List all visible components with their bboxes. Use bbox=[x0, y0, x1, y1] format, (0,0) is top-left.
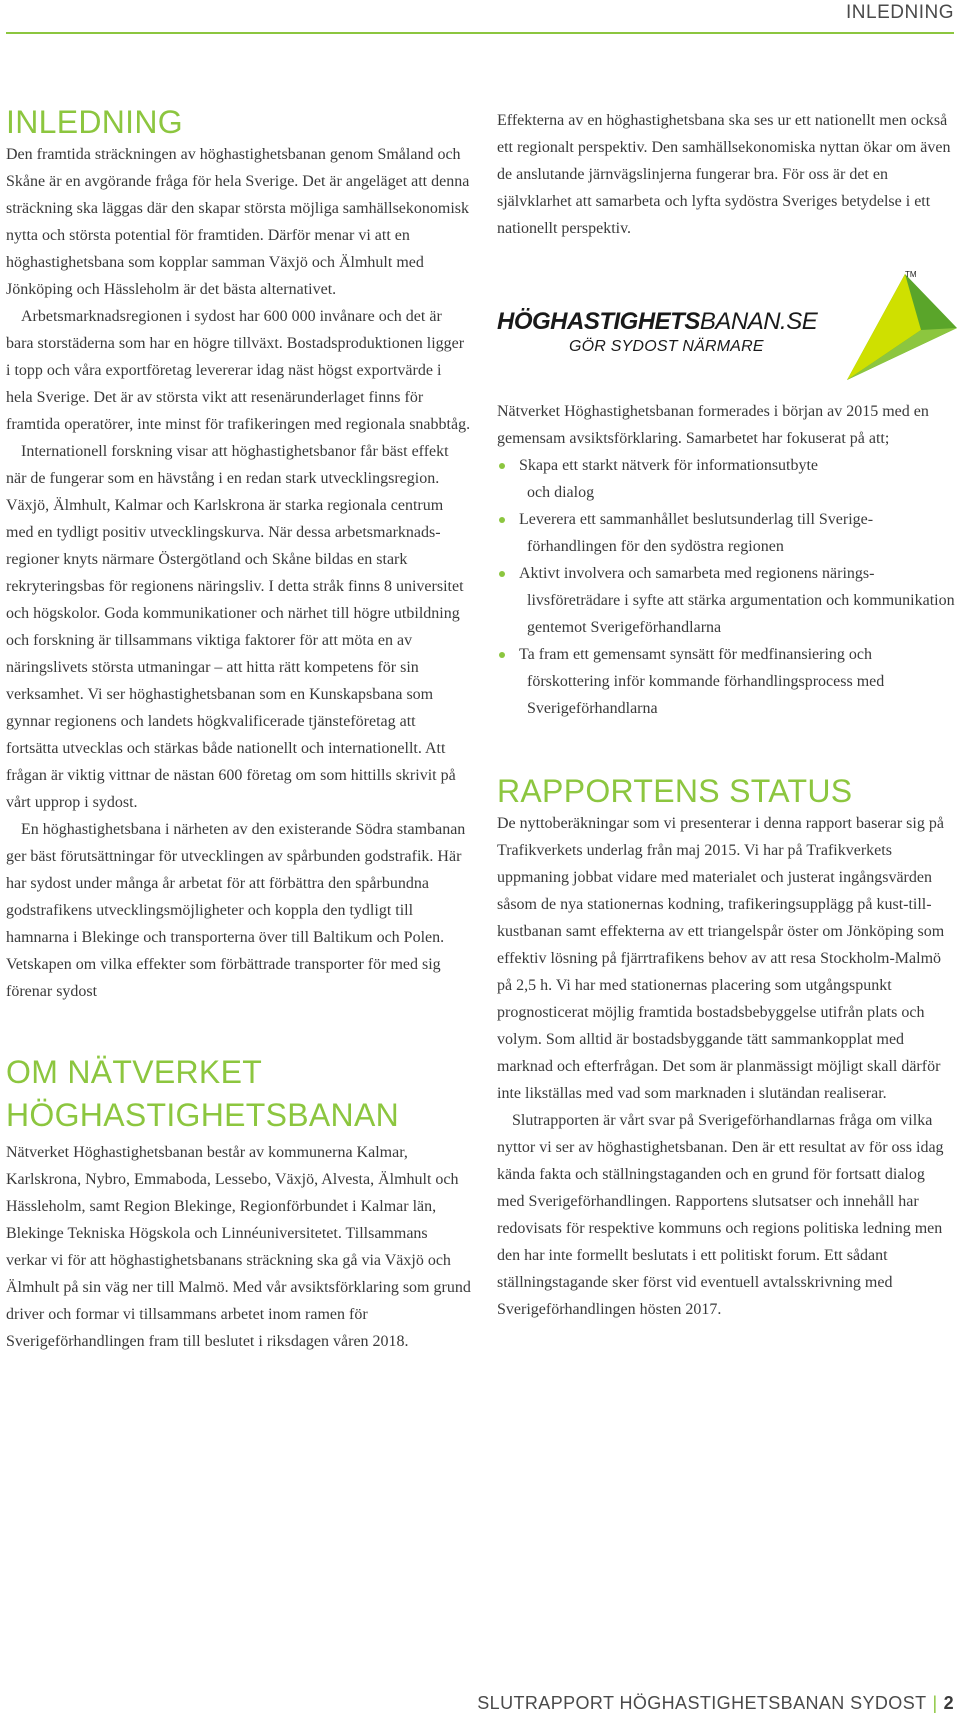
list-item bbox=[497, 560, 955, 641]
status-paragraph-1: De nyttoberäkningar som vi presenterar i denna rapport baserar sig på Trafikverkets underlag från maj 2015. Vi har på Trafikverkets uppmaning jobbat vidare med materialet och justerat ingångsvärden såsom de nya stationernas kodning, trafikeringsupplägg på kust-till-kustbanan samt effekterna av ett triangelspår öster om Jönköping som effektiv lösning på fjärrtrafikens behov av att resa Stockholm-Malmö på 2,5 h. Vi har med stationernas placering som utgångspunkt prognosticerat möjlig framtida bostadsbebyggelse utifrån plats och volym. Som alltid är bostadsbyggande tätt sammankopplat med marknad och efterfrågan. Det som är planmässigt möjligt skall därför inte likställas med vad som marknaden i slutändan realiserar. bbox=[497, 815, 945, 1102]
intro-paragraph-3: Internationell forskning visar att höghastighetsbanor får bäst effekt när de fungerar som en hävstång i en redan stark utvecklingsregion. Växjö, Älmhult, Kalmar och Karlskrona är starka regionala centrum med en tydligt positiv utvecklingskurva. När dessa arbetsmarknads-regioner knyts närmare Östergötland och Skåne bildas en stark rekryteringsbas för regionens näringsliv. I detta stråk finns 8 universitet och högskolor. Goda kommunikationer och närhet till högre utbildning och forskning är tillsammans viktiga faktorer för att möta en av näringslivets största utmaningar – att hitta rätt kompetens för sin verksamhet. Vi ser höghastighetsbanan som en Kunskapsbana som gynnar regionens och landets högkvalificerade tjänsteföretag att fortsätta utvecklas och stärkas både nationellt och internationellt. Att frågan är viktig vittnar de nästan 600 företag om som hittills skrivit på vårt upprop i sydost. bbox=[6, 443, 464, 811]
bullet-line: Ta fram ett gemensamt synsätt för medfinansiering och bbox=[519, 646, 872, 663]
bullet-continuation: förhandlingen för den sydöstra regionen bbox=[527, 538, 784, 555]
bullet-line: Leverera ett sammanhållet beslutsunderlag till Sverige- bbox=[519, 511, 874, 528]
bullet-continuation: och dialog bbox=[527, 484, 595, 501]
footer-separator: | bbox=[932, 1693, 938, 1713]
logo-word-bold: HÖGHASTIGHETS bbox=[497, 308, 700, 335]
running-header-title: INLEDNING bbox=[846, 2, 954, 23]
om-title-line-2: HÖGHASTIGHETSBANAN bbox=[6, 1097, 400, 1133]
status-paragraph-2: Slutrapporten är vårt svar på Sverigeförhandlarnas fråga om vilka nyttor vi ser av höghastighetsbanan. Den är ett resultat av för oss idag kända fakta och ställningstaganden och en grund för fortsatt dialog med Sverigeförhandlingen. Rapportens slutsatser och innehåll har redovisats för respektive kommuns och regions politiska ledning men den har inte formellt beslutats i ett politiskt forum. Ett sådant ställningstagande sker först vid eventuell avtalsskrivning med Sverigeförhandlingen hösten 2017. bbox=[497, 1112, 944, 1318]
bullet-continuation: livsföreträdare i syfte att stärka argumentation och kommunikation gentemot Sverigeförhandlarna bbox=[527, 592, 955, 636]
network-intro-paragraph: Nätverket Höghastighetsbanan formerades i början av 2015 med en gemensam avsiktsförklaring. Samarbetet har fokuserat på att; bbox=[497, 403, 929, 447]
bullet-dot-icon bbox=[499, 652, 505, 658]
bullet-continuation: förskottering inför kommande förhandlingsprocess med Sverigeförhandlarna bbox=[527, 673, 885, 717]
intro-paragraph-4: En höghastighetsbana i närheten av den existerande Södra stambanan ger bäst förutsättningar för utvecklingen av spårbunden godstrafik. Här har sydost under många år arbetat för att förbättra den spårbundna godstrafikens utvecklingsmöjligheter och koppla den tydligt till hamnarna i Blekinge och transporterna över till Baltikum och Polen. Vetskapen om vilka effekter som förbättrade transporter för med sig förenar sydost bbox=[6, 821, 466, 1000]
effects-paragraph: Effekterna av en höghastighetsbana ska ses ur ett nationellt men också ett regionalt perspektiv. Den samhällsekonomiska nyttan ökar om även de anslutande järnvägslinjerna fungerar bra. För oss är det en självklarhet att samarbeta och lyfta sydöstra Sveriges betydelse i ett nationellt perspektiv. bbox=[497, 112, 951, 237]
list-item bbox=[497, 506, 955, 560]
om-title-line-1: OM NÄTVERKET bbox=[6, 1054, 263, 1090]
logo-tagline: GÖR SYDOST NÄRMARE bbox=[569, 338, 764, 355]
footer-report-title: SLUTRAPPORT HÖGHASTIGHETSBANAN SYDOST bbox=[477, 1693, 927, 1713]
bullet-dot-icon bbox=[499, 517, 505, 523]
list-item bbox=[497, 641, 955, 722]
right-column bbox=[497, 107, 955, 1323]
page-footer bbox=[477, 1693, 954, 1714]
bullet-dot-icon bbox=[499, 571, 505, 577]
intro-paragraph-2: Arbetsmarknadsregionen i sydost har 600 000 invånare och det är bara storstäderna som har en högre tillväxt. Bostadsproduktionen ligger i topp och våra exportföretag levererar idag näst högst exportvärde i hela Sverige. Det är av största vikt att resenärunderlaget finns för framtida operatörer, inte minst för trafikeringen med regionala snabbtåg. bbox=[6, 308, 471, 433]
arrow-logo-icon bbox=[847, 272, 957, 384]
section-title-om-natverket bbox=[6, 1051, 472, 1137]
header-rule bbox=[6, 32, 954, 34]
logo-word-thin: BANAN.SE bbox=[699, 308, 818, 335]
logo-wordmark bbox=[497, 308, 817, 336]
goals-list bbox=[497, 452, 955, 722]
bullet-line: Skapa ett starkt nätverk för informationsutbyte bbox=[519, 457, 819, 474]
left-column bbox=[6, 103, 472, 1355]
om-paragraph: Nätverket Höghastighetsbanan består av kommunerna Kalmar, Karlskrona, Nybro, Emmaboda, Lessebo, Växjö, Alvesta, Älmhult och Hässleholm, samt Region Blekinge, Regionförbundet i Kalmar län, Blekinge Tekniska Högskola och Linnéuniversitetet. Tillsammans verkar vi för att höghastighetsbanans sträckning ska gå via Växjö och Älmhult på sin väg ner till Malmö. Med vår avsiktsförklaring som grund driver och formar vi tillsammans arbetet inom ramen för Sverigeförhandlingen fram till beslutet i riksdagen våren 2018. bbox=[6, 1144, 471, 1350]
intro-paragraph-1: Den framtida sträckningen av höghastighetsbanan genom Småland och Skåne är en avgörande fråga för hela Sverige. Det är angeläget att denna sträckning ska läggas där den skapar största möjliga samhällsekonomisk nytta och största potential för framtiden. Därför menar vi att en höghastighetsbana som kopplar samman Växjö och Älmhult med Jönköping och Hässleholm är det bästa alternativet. bbox=[6, 146, 470, 298]
list-item bbox=[497, 452, 955, 506]
logo-trademark: TM bbox=[905, 270, 917, 279]
hoghastighetsbanan-logo bbox=[497, 270, 955, 398]
section-title-rapportens-status: RAPPORTENS STATUS bbox=[497, 773, 853, 809]
bullet-line: Aktivt involvera och samarbeta med regionens närings- bbox=[519, 565, 875, 582]
section-title-inledning: INLEDNING bbox=[6, 104, 183, 140]
page-number: 2 bbox=[943, 1693, 954, 1713]
bullet-dot-icon bbox=[499, 463, 505, 469]
